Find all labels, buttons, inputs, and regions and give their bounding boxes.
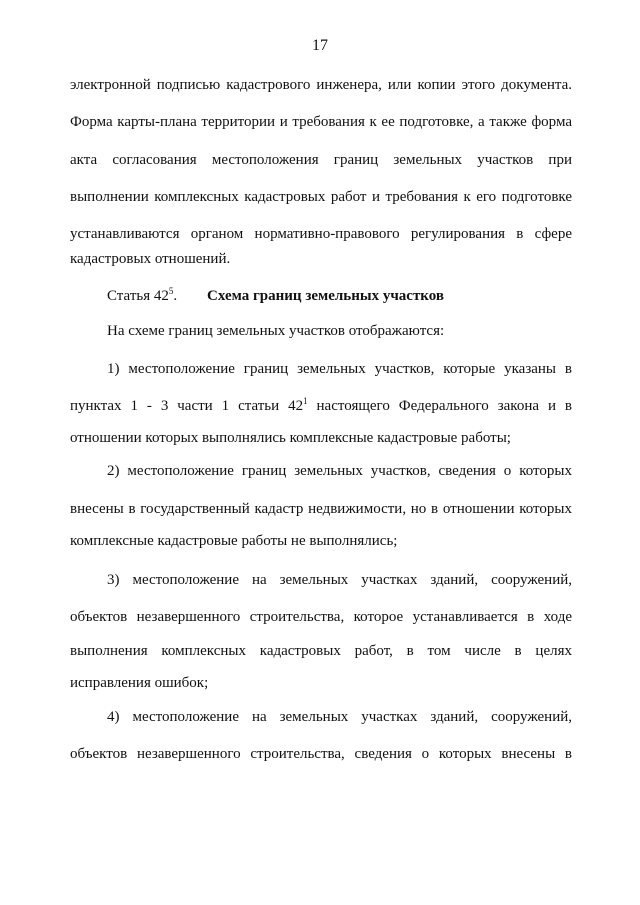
item3-line: 3) местоположение на земельных участках зданий, сооружений, xyxy=(107,572,572,588)
text-line: Форма карты-плана территории и требования к ее подготовке, а также форма xyxy=(70,114,572,130)
item4-line: 4) местоположение на земельных участках зданий, сооружений, xyxy=(107,709,572,725)
text-line: электронной подписью кадастрового инженера, или копии этого документа. xyxy=(70,77,572,93)
article-title: Схема границ земельных участков xyxy=(207,288,444,304)
item2-line: 2) местоположение границ земельных участков, сведения о которых xyxy=(107,463,572,479)
item1-line: 1) местоположение границ земельных участков, которые указаны в xyxy=(107,361,572,377)
page-number: 17 xyxy=(312,37,328,54)
text-line: акта согласования местоположения границ земельных участков при xyxy=(70,152,572,168)
item3-line: исправления ошибок; xyxy=(70,675,209,691)
item3-line: выполнения комплексных кадастровых работ, в том числе в целях xyxy=(70,643,572,659)
text-line: устанавливаются органом нормативно-правового регулирования в сфере xyxy=(70,226,572,242)
article-label: Статья $42^5$. xyxy=(107,286,178,304)
item4-line: объектов незавершенного строительства, сведения о которых внесены в xyxy=(70,746,572,762)
text-line: выполнении комплексных кадастровых работ и требования к его подготовке xyxy=(70,189,572,205)
item2-line: внесены в государственный кадастр недвижимости, но в отношении которых xyxy=(70,501,572,517)
text-line: кадастровых отношений. xyxy=(70,251,231,267)
article-label-superscript: 5 xyxy=(168,286,174,296)
item2-line: комплексные кадастровые работы не выполнялись; xyxy=(70,533,398,549)
item1-line: пунктах 1 - 3 части 1 статьи $42^1$ настоящего Федерального закона и в xyxy=(70,396,572,414)
item1-line: отношении которых выполнялись комплексные кадастровые работы; xyxy=(70,430,511,446)
item3-line: объектов незавершенного строительства, которое устанавливается в ходе xyxy=(70,609,572,625)
item1-superscript: 1 xyxy=(303,396,308,406)
intro-line: На схеме границ земельных участков отображаются: xyxy=(107,323,445,339)
